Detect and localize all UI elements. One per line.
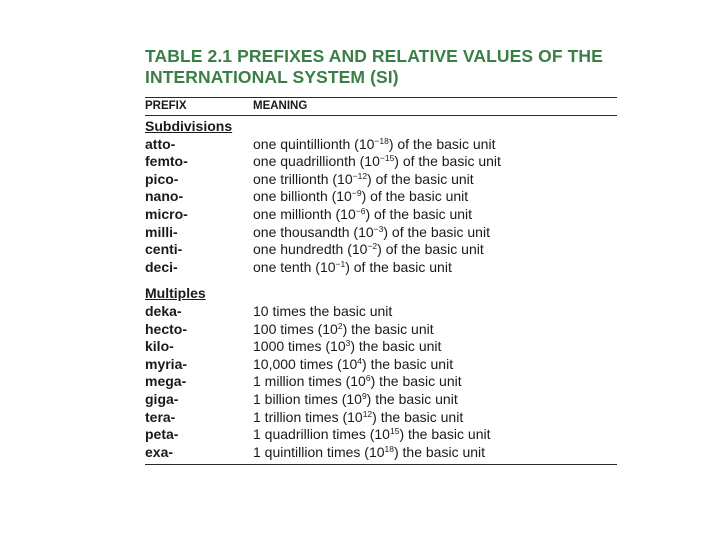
- table-title-line-2: INTERNATIONAL SYSTEM (SI): [145, 67, 399, 87]
- prefix-cell: nano-: [145, 188, 184, 205]
- meaning-cell: [253, 171, 617, 189]
- meaning-text: ) the basic unit: [366, 390, 458, 407]
- meaning-cell: [253, 338, 617, 356]
- section-label-subdivisions: Subdivisions: [145, 118, 233, 134]
- table-row: [145, 338, 617, 356]
- exponent: 3: [345, 338, 351, 349]
- meaning-cell: [253, 206, 617, 224]
- meaning-text: ) of the basic unit: [394, 153, 501, 170]
- meaning-text: 1 quadrillion times (10: [253, 426, 390, 443]
- meaning-text: ) the basic unit: [350, 338, 442, 355]
- bottom-rule: [145, 464, 617, 465]
- prefix-cell: giga-: [145, 390, 179, 407]
- meaning-cell: [253, 259, 617, 277]
- prefix-cell: peta-: [145, 426, 179, 443]
- meaning-text: ) the basic unit: [362, 355, 454, 372]
- meaning-cell: [253, 391, 617, 409]
- prefix-cell: micro-: [145, 205, 188, 222]
- table-row: [145, 356, 617, 374]
- section-spacer: [145, 276, 617, 283]
- table-row: [145, 426, 617, 444]
- exponent: −6: [355, 205, 366, 216]
- table-row: [145, 206, 617, 224]
- table-row: [145, 303, 617, 321]
- meaning-text: ) of the basic unit: [345, 258, 452, 275]
- meaning-text: 1 billion times (10: [253, 390, 362, 407]
- meaning-text: ) the basic unit: [393, 443, 486, 460]
- meaning-text: 1000 times (10: [253, 338, 346, 355]
- meaning-text: ) the basic unit: [342, 320, 434, 337]
- table-row: [145, 391, 617, 409]
- meaning-cell: [253, 303, 617, 321]
- prefix-cell: exa-: [145, 443, 174, 460]
- column-header-row: [145, 98, 617, 115]
- meaning-text: ) the basic unit: [399, 426, 491, 443]
- prefix-cell: atto-: [145, 135, 176, 152]
- table-row: [145, 224, 617, 242]
- meaning-text: one tenth (10: [253, 258, 336, 275]
- exponent: 2: [337, 320, 343, 331]
- table-row: [145, 444, 617, 462]
- section-label-multiples: Multiples: [145, 285, 206, 302]
- exponent: −15: [379, 153, 395, 164]
- si-prefix-table: [145, 46, 617, 465]
- exponent: −9: [351, 188, 362, 199]
- subdivisions-rows: [145, 136, 617, 277]
- table-row: [145, 171, 617, 189]
- table-row: [145, 259, 617, 277]
- meaning-text: ) of the basic unit: [365, 205, 473, 222]
- column-header-meaning: MEANING: [253, 100, 308, 112]
- meaning-cell: [253, 426, 617, 444]
- meaning-text: ) of the basic unit: [367, 170, 474, 187]
- table-row: [145, 188, 617, 206]
- meaning-text: one thousandth (10: [253, 223, 374, 240]
- meaning-cell: [253, 188, 617, 206]
- prefix-cell: femto-: [145, 153, 188, 170]
- meaning-text: ) of the basic unit: [383, 223, 490, 240]
- meaning-text: 1 million times (10: [253, 373, 366, 390]
- meaning-text: one trillionth (10: [253, 170, 353, 187]
- meaning-text: ) of the basic unit: [361, 188, 469, 205]
- meaning-cell: [253, 153, 617, 171]
- table-row: [145, 241, 617, 259]
- meaning-text: 10 times the basic unit: [253, 302, 393, 319]
- prefix-cell: deci-: [145, 258, 178, 275]
- meaning-cell: [253, 356, 617, 374]
- exponent: 12: [362, 408, 373, 419]
- table-row: [145, 136, 617, 154]
- prefix-cell: kilo-: [145, 338, 174, 355]
- header-rule: [145, 115, 617, 116]
- meaning-text: ) the basic unit: [372, 408, 464, 425]
- meaning-text: 10,000 times (10: [253, 355, 358, 372]
- meaning-cell: [253, 373, 617, 391]
- meaning-cell: [253, 444, 617, 462]
- meaning-text: 1 quintillion times (10: [253, 443, 385, 460]
- exponent: 15: [389, 426, 400, 437]
- meaning-cell: [253, 321, 617, 339]
- meaning-text: one millionth (10: [253, 205, 356, 222]
- meaning-cell: [253, 136, 617, 154]
- meaning-text: 100 times (10: [253, 320, 338, 337]
- table-title: [145, 46, 617, 88]
- prefix-cell: milli-: [145, 223, 178, 240]
- exponent: 18: [384, 443, 394, 454]
- prefix-cell: tera-: [145, 408, 176, 425]
- table-row: [145, 321, 617, 339]
- exponent: −3: [373, 223, 384, 234]
- exponent: −2: [367, 241, 378, 252]
- meaning-text: 1 trillion times (10: [253, 408, 363, 425]
- meaning-cell: [253, 241, 617, 259]
- exponent: 9: [361, 390, 367, 401]
- prefix-cell: mega-: [145, 373, 187, 390]
- multiples-rows: [145, 303, 617, 461]
- exponent: 4: [357, 355, 363, 366]
- exponent: −18: [374, 135, 389, 146]
- prefix-cell: deka-: [145, 302, 182, 319]
- meaning-text: one quintillionth (10: [253, 135, 375, 152]
- exponent: −12: [352, 170, 368, 181]
- table-row: [145, 409, 617, 427]
- meaning-text: one quadrillionth (10: [253, 153, 380, 170]
- table-row: [145, 153, 617, 171]
- prefix-cell: myria-: [145, 355, 188, 372]
- prefix-cell: centi-: [145, 241, 183, 258]
- meaning-cell: [253, 224, 617, 242]
- meaning-text: one hundredth (10: [253, 241, 368, 258]
- meaning-text: ) of the basic unit: [388, 135, 496, 152]
- table-title-line-1: TABLE 2.1 PREFIXES AND RELATIVE VALUES OF THE: [145, 46, 603, 66]
- meaning-text: ) the basic unit: [370, 373, 462, 390]
- meaning-cell: [253, 409, 617, 427]
- prefix-cell: pico-: [145, 170, 179, 187]
- table-row: [145, 373, 617, 391]
- exponent: −1: [335, 258, 346, 269]
- meaning-text: one billionth (10: [253, 188, 352, 205]
- exponent: 6: [365, 373, 371, 384]
- prefix-cell: hecto-: [145, 320, 187, 337]
- meaning-text: ) of the basic unit: [377, 241, 484, 258]
- column-header-prefix: PREFIX: [145, 100, 187, 112]
